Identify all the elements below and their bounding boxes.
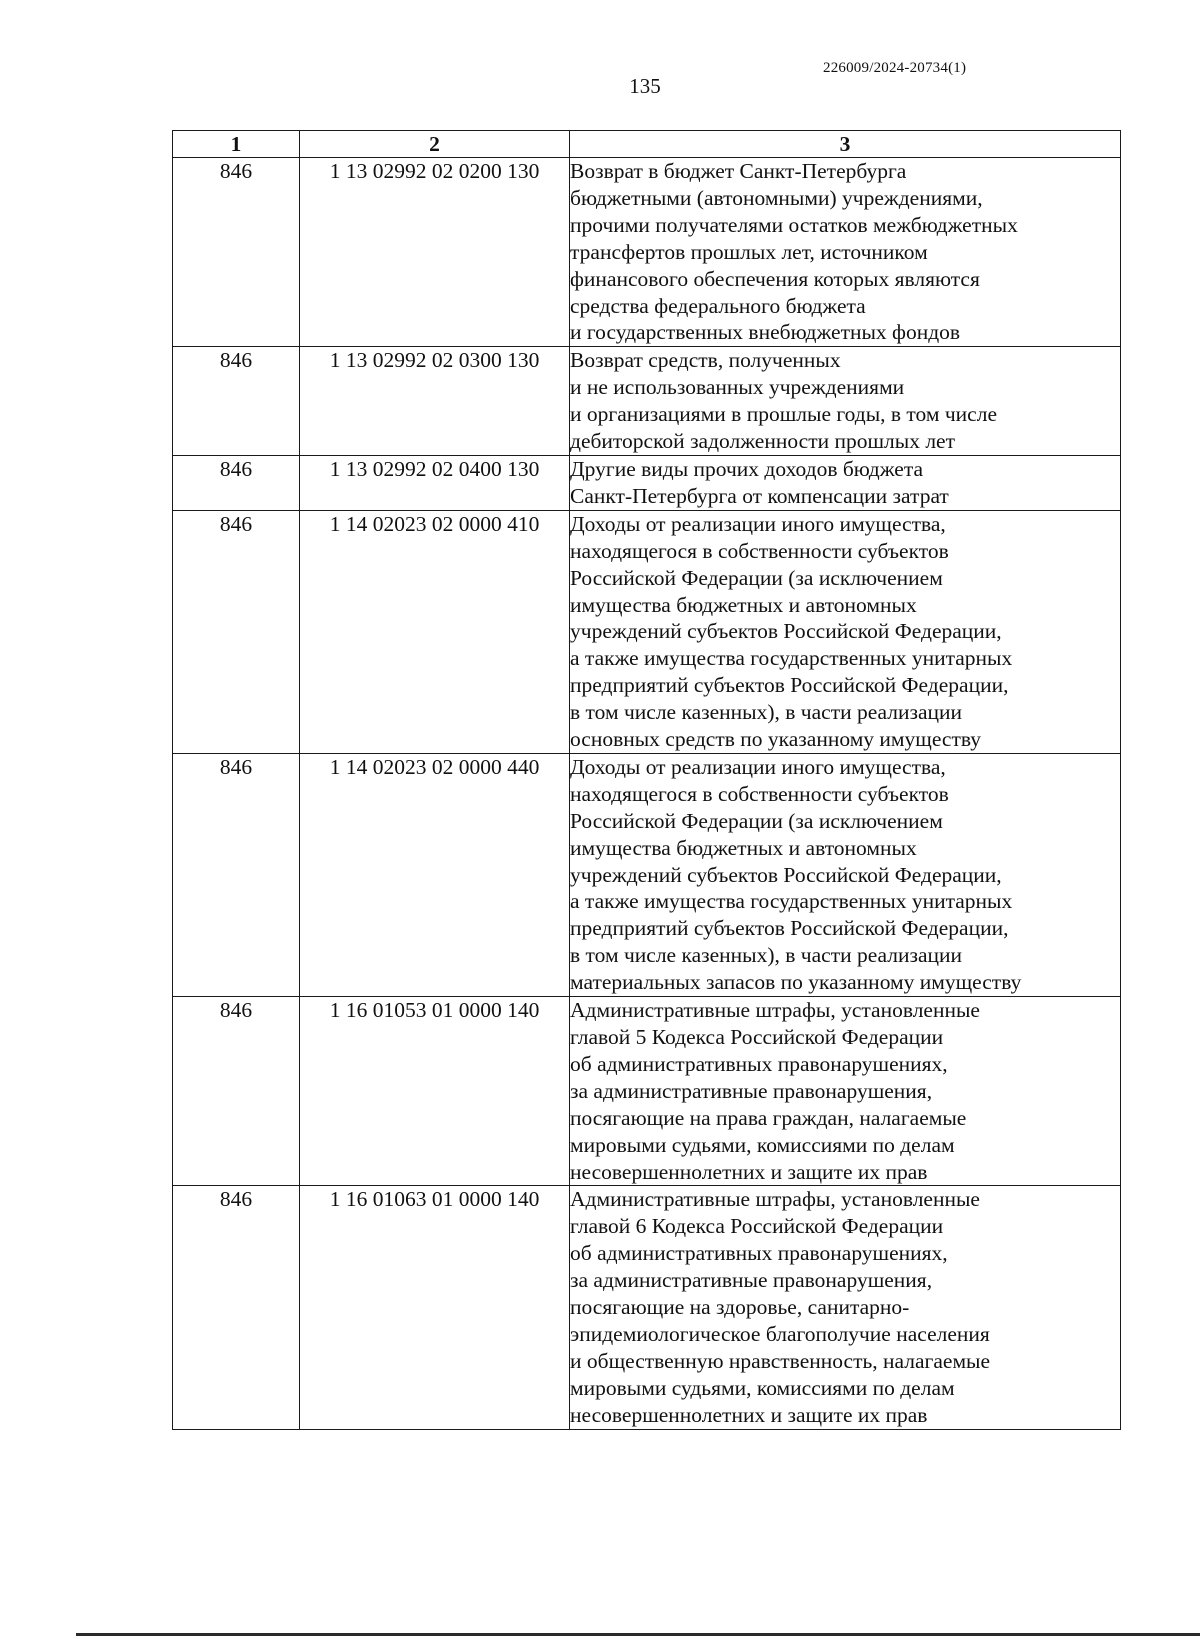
description-line: находящегося в собственности субъектов [570, 781, 949, 806]
column-header-3: 3 [570, 131, 1121, 158]
admin-code-cell: 846 [173, 510, 300, 753]
table-row [173, 753, 1121, 996]
description-line: Возврат средств, полученных [570, 348, 841, 373]
document-number: 226009/2024-20734(1) [823, 60, 967, 76]
description-line: в том числе казенных), в части реализации [570, 943, 963, 968]
description-line: несовершеннолетних и защите их прав [570, 1402, 928, 1427]
description-line: средства федерального бюджета [570, 293, 866, 318]
table-row [173, 347, 1121, 456]
income-code-cell: 1 14 02023 02 0000 410 [300, 510, 570, 753]
description-line: учреждений субъектов Российской Федерации, [570, 862, 1002, 887]
description-line: прочими получателями остатков межбюджетных [570, 212, 1018, 237]
description-line: Российской Федерации (за исключением [570, 808, 943, 833]
description-line: Доходы от реализации иного имущества, [570, 754, 946, 779]
description-line: бюджетными (автономными) учреждениями, [570, 185, 983, 210]
description-line: за административные правонарушения, [570, 1078, 933, 1103]
description-line: и государственных внебюджетных фондов [570, 320, 961, 345]
table-row [173, 997, 1121, 1186]
table-row [173, 1186, 1121, 1429]
description-line: посягающие на здоровье, санитарно- [570, 1295, 910, 1320]
description-line: материальных запасов по указанному имуществу [570, 970, 1022, 995]
admin-code-cell: 846 [173, 1186, 300, 1429]
description-line: дебиторской задолженности прошлых лет [570, 429, 955, 454]
description-line: посягающие на права граждан, налагаемые [570, 1105, 967, 1130]
table-row [173, 455, 1121, 510]
description-line: и организациями в прошлые годы, в том числе [570, 402, 997, 427]
admin-code-cell: 846 [173, 997, 300, 1186]
table-row [173, 510, 1121, 753]
description-line: Доходы от реализации иного имущества, [570, 511, 946, 536]
description-line: а также имущества государственных унитарных [570, 889, 1013, 914]
income-code-cell: 1 13 02992 02 0300 130 [300, 347, 570, 456]
admin-code-cell: 846 [173, 158, 300, 347]
income-code-cell: 1 13 02992 02 0400 130 [300, 455, 570, 510]
income-codes-table [172, 130, 1121, 1430]
description-line: Санкт-Петербурга от компенсации затрат [570, 483, 949, 508]
description-line: мировыми судьями, комиссиями по делам [570, 1375, 955, 1400]
description-line: Административные штрафы, установленные [570, 998, 980, 1023]
income-code-cell: 1 16 01053 01 0000 140 [300, 997, 570, 1186]
description-line: финансового обеспечения которых являются [570, 266, 980, 291]
description-line: предприятий субъектов Российской Федерации, [570, 673, 1009, 698]
admin-code-cell: 846 [173, 347, 300, 456]
description-line: предприятий субъектов Российской Федерации, [570, 916, 1009, 941]
column-header-2: 2 [300, 131, 570, 158]
income-description-cell [570, 997, 1121, 1186]
description-line: об административных правонарушениях, [570, 1051, 948, 1076]
description-line: и не использованных учреждениями [570, 375, 905, 400]
table-body [173, 158, 1121, 1430]
description-line: за административные правонарушения, [570, 1268, 933, 1293]
scan-bottom-edge [76, 1633, 1200, 1636]
description-line: находящегося в собственности субъектов [570, 538, 949, 563]
description-line: и общественную нравственность, налагаемые [570, 1348, 991, 1373]
income-description-cell [570, 347, 1121, 456]
description-line: в том числе казенных), в части реализации [570, 700, 963, 725]
table-header-row [173, 131, 1121, 158]
income-description-cell [570, 158, 1121, 347]
table-row [173, 158, 1121, 347]
column-header-1: 1 [173, 131, 300, 158]
description-line: главой 6 Кодекса Российской Федерации [570, 1214, 944, 1239]
description-line: несовершеннолетних и защите их прав [570, 1159, 928, 1184]
description-line: главой 5 Кодекса Российской Федерации [570, 1025, 944, 1049]
description-line: об административных правонарушениях, [570, 1241, 948, 1266]
description-line: имущества бюджетных и автономных [570, 835, 917, 860]
description-line: Возврат в бюджет Санкт-Петербурга [570, 159, 907, 183]
income-code-cell: 1 13 02992 02 0200 130 [300, 158, 570, 347]
description-line: Другие виды прочих доходов бюджета [570, 456, 924, 481]
income-description-cell [570, 1186, 1121, 1429]
income-code-cell: 1 14 02023 02 0000 440 [300, 753, 570, 996]
description-line: имущества бюджетных и автономных [570, 592, 917, 617]
description-line: Российской Федерации (за исключением [570, 565, 943, 590]
income-description-cell [570, 510, 1121, 753]
page-number: 135 [629, 74, 661, 98]
admin-code-cell: 846 [173, 753, 300, 996]
admin-code-cell: 846 [173, 455, 300, 510]
description-line: трансфертов прошлых лет, источником [570, 239, 928, 264]
income-description-cell [570, 753, 1121, 996]
description-line: Административные штрафы, установленные [570, 1187, 980, 1212]
description-line: мировыми судьями, комиссиями по делам [570, 1132, 955, 1157]
description-line: а также имущества государственных унитарных [570, 646, 1013, 671]
description-line: эпидемиологическое благополучие населения [570, 1321, 990, 1346]
income-code-cell: 1 16 01063 01 0000 140 [300, 1186, 570, 1429]
income-description-cell [570, 455, 1121, 510]
description-line: учреждений субъектов Российской Федерации, [570, 619, 1002, 644]
description-line: основных средств по указанному имуществу [570, 727, 982, 752]
